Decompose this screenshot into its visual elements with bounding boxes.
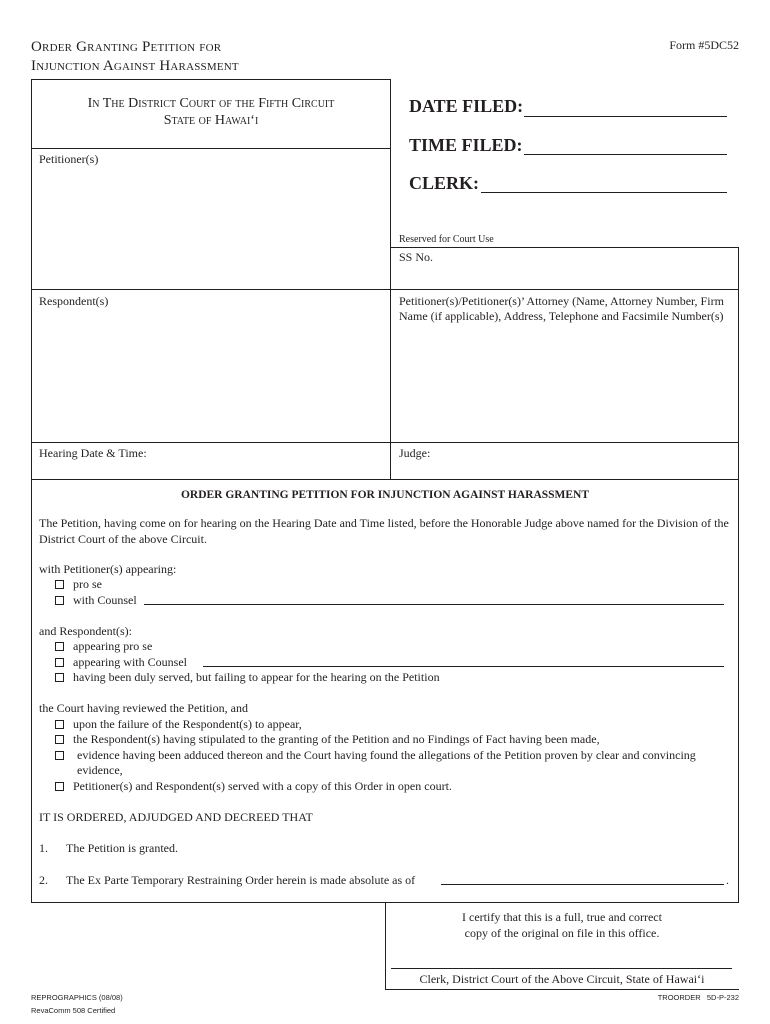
respondent-option-failed-to-appear[interactable] [55,670,440,685]
clerk-line[interactable] [481,192,727,193]
form-number: Form #5DC52 [669,38,739,52]
option-label: the Respondent(s) having stipulated to the granting of the Petition and no Findings of Fact having been made, [73,732,600,746]
absolute-date-line[interactable] [441,884,724,885]
hearing-date-label: Hearing Date & Time: [39,446,147,460]
checkbox[interactable] [55,596,64,605]
court-name-line-1: In The District Court of the Fifth Circuit [87,96,335,111]
court-name-line-2: State of Hawai‘i [163,113,259,128]
reserved-label: Reserved for Court Use [399,234,494,245]
respondent-option-pro-se[interactable] [55,639,152,654]
checkbox[interactable] [55,642,64,651]
order-item-2-number: 2. [39,873,48,887]
petitioner-counsel-line[interactable] [144,604,724,605]
petitioner-option-pro-se[interactable] [55,577,102,592]
petitioner-option-counsel[interactable] [55,593,137,608]
checkbox[interactable] [55,751,64,760]
court-name [31,95,391,129]
option-label: pro se [73,577,102,591]
court-caption-box [31,79,391,480]
order-item-1-number: 1. [39,841,48,855]
checkbox[interactable] [55,735,64,744]
certification-line-2: copy of the original on file in this office. [464,926,660,940]
court-option-failure[interactable] [55,717,302,732]
footer-left-2: RevaComm 508 Certified [31,1006,116,1015]
form-title [31,38,239,76]
respondent-option-counsel[interactable] [55,655,187,670]
order-intro: The Petition, having come on for hearing on the Hearing Date and Time listed, before the Honorable Judge above named for the Division of the District Court of the above Circuit. [39,516,729,546]
judge-label: Judge: [399,446,431,460]
time-filed-label: TIME FILED: [409,135,523,155]
option-label: appearing with Counsel [73,655,187,669]
option-label: with Counsel [73,593,137,607]
option-label: having been duly served, but failing to appear for the hearing on the Petition [73,670,440,684]
certification-line-1: I certify that this is a full, true and correct [462,910,662,924]
order-item-1-text: The Petition is granted. [66,841,178,855]
court-option-evidence[interactable] [55,748,735,778]
period: . [726,873,729,887]
divider [31,148,391,149]
respondent-section-label: and Respondent(s): [39,624,132,638]
date-filed-label: DATE FILED: [409,96,524,116]
order-heading: ORDER GRANTING PETITION FOR INJUNCTION AGAINST HARASSMENT [180,489,590,501]
footer-left-1: REPROGRAPHICS (08/08) [31,993,123,1002]
option-label: upon the failure of the Respondent(s) to appear, [73,717,302,731]
divider [31,289,739,290]
ss-label: SS No. [399,250,434,264]
certification-text [385,909,739,941]
right-fields-box [390,247,739,480]
court-option-stipulated[interactable] [55,732,600,747]
time-filed-line[interactable] [524,154,727,155]
respondent-counsel-line[interactable] [203,666,724,667]
clerk-label: CLERK: [409,173,480,193]
form-title-line-1: Order Granting Petition for [31,39,222,55]
option-label: Petitioner(s) and Respondent(s) served with a copy of this Order in open court. [73,779,452,793]
clerk-signature-line[interactable] [391,968,732,969]
checkbox[interactable] [55,673,64,682]
footer-right: TROORDER 5D-P-232 [657,993,739,1002]
order-item-2-text: The Ex Parte Temporary Restraining Order herein is made absolute as of [66,873,416,887]
checkbox[interactable] [55,658,64,667]
court-reviewed-label: the Court having reviewed the Petition, and [39,701,248,715]
clerk-signature-label: Clerk, District Court of the Above Circuit, State of Hawai‘i [419,972,705,986]
checkbox[interactable] [55,580,64,589]
option-label: appearing pro se [73,639,153,653]
date-filed-line[interactable] [524,116,727,117]
respondent-label: Respondent(s) [39,294,109,308]
petitioner-appearing-label: with Petitioner(s) appearing: [39,562,177,576]
divider [31,442,739,443]
ordered-label: IT IS ORDERED, ADJUDGED AND DECREED THAT [39,810,313,824]
checkbox[interactable] [55,782,64,791]
option-label: evidence having been adduced thereon and the Court having found the allegations of the Petition proven by clear and convincing evidence, [77,748,696,777]
petitioner-label: Petitioner(s) [39,152,99,166]
court-option-served[interactable] [55,779,452,794]
attorney-label: Petitioner(s)/Petitioner(s)’ Attorney (Name, Attorney Number, Firm Name (if applicable), Address, Telephone and Facsimile Number(s) [399,294,724,323]
checkbox[interactable] [55,720,64,729]
form-title-line-2: Injunction Against Harassment [31,58,239,74]
